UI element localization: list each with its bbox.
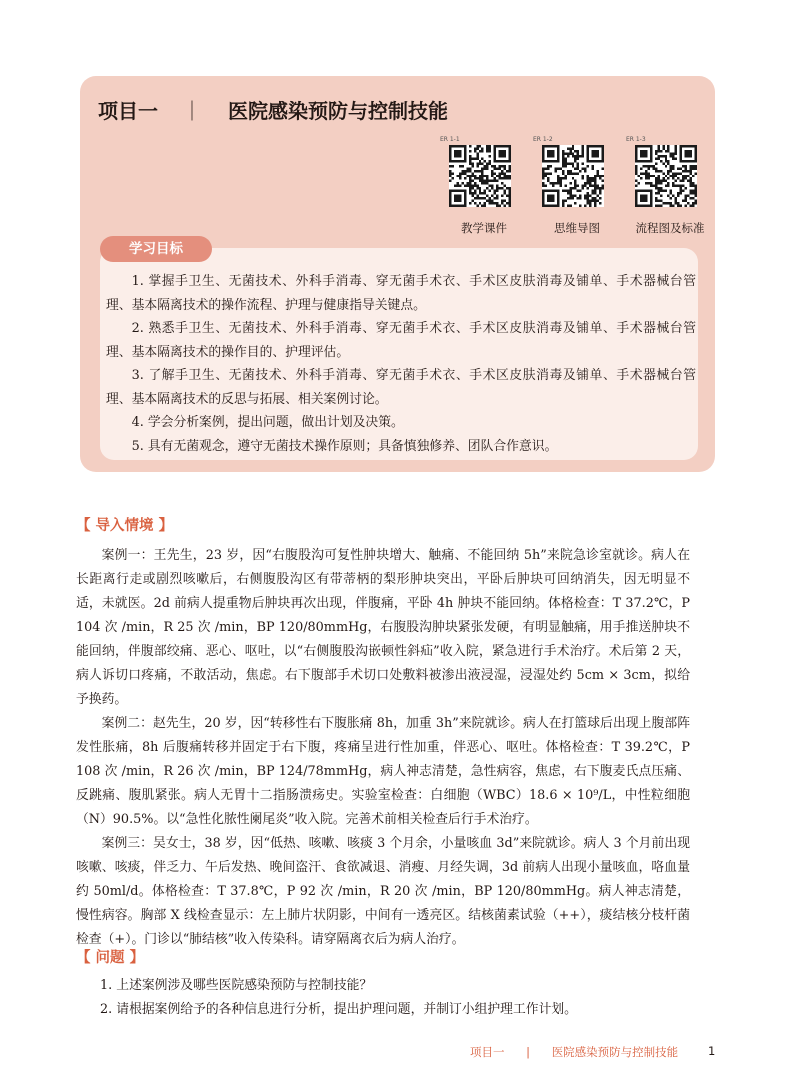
question-item: 1. 上述案例涉及哪些医院感染预防与控制技能？: [100, 978, 373, 993]
questions-heading: 【 问题 】: [76, 950, 145, 966]
chapter-title: [98, 95, 448, 124]
qr-label: 教学课件: [461, 221, 507, 235]
case-paragraph: 案例三：吴女士，38 岁，因“低热、咳嗽、咳痰 3 个月余，小量咳血 3d”来院就诊。病人 3 个月前出现咳嗽、咳痰，伴乏力、午后发热、晚间盗汗、食欲减退、消瘦、月经失调，3d 前病人出现小量咳血，咯血量约 50ml/d。体格检查：T 37.8℃，P 92 次 /min，R 20 次 /min，BP 120/80mmHg。病人神志清楚，慢性病容。胸部 X 线检查显示：左上肺片状阴影，中间有一透亮区。结核菌素试验（++），痰结核分枝杆菌检查（+）。门诊以“肺结核”收入传染科。请穿隔离衣后为病人治疗。: [76, 836, 690, 947]
footer-title: 医院感染预防与控制技能: [551, 1045, 679, 1059]
goal-item: 3. 了解手卫生、无菌技术、外科手消毒、穿无菌手术衣、手术区皮肤消毒及铺单、手术器械台管理、基本隔离技术的反思与拓展、相关案例讨论。: [106, 368, 696, 407]
footer-separator: |: [526, 1045, 531, 1059]
qr-label: 思维导图: [554, 221, 600, 235]
qr-tag: ER 1-3: [626, 136, 646, 143]
qr-tag: ER 1-1: [440, 136, 460, 143]
learning-goals-list: [106, 270, 696, 458]
question-list: [100, 974, 700, 1022]
page-number: 1: [708, 1044, 716, 1058]
footer-running-title: [470, 1044, 678, 1060]
case-list: [76, 544, 690, 952]
intro-heading: 【 导入情境 】: [76, 518, 174, 534]
qr-tag: ER 1-2: [533, 136, 553, 143]
goal-item: 2. 熟悉手卫生、无菌技术、外科手消毒、穿无菌手术衣、手术区皮肤消毒及铺单、手术器械台管理、基本隔离技术的操作目的、护理评估。: [106, 321, 696, 360]
qr-code-icon[interactable]: [635, 145, 697, 207]
goal-item: 4. 学会分析案例，提出问题，做出计划及决策。: [131, 415, 404, 430]
qr-code-icon[interactable]: [449, 145, 511, 207]
qr-code-icon[interactable]: [542, 145, 604, 207]
qr-label: 流程图及标准: [635, 221, 705, 235]
learning-goals-heading: 学习目标: [100, 236, 212, 262]
case-paragraph: 案例一：王先生，23 岁，因“右腹股沟可复性肿块增大、触痛、不能回纳 5h”来院急诊室就诊。病人在长距离行走或剧烈咳嗽后，右侧腹股沟区有带蒂柄的梨形肿块突出，平卧后肿块可回纳消失，因无明显不适，未就医。2d 前病人提重物后肿块再次出现，伴腹痛，平卧 4h 肿块不能回纳。体格检查：T 37.2℃，P 104 次 /min，R 25 次 /min，BP 120/80mmHg，右腹股沟肿块紧张发硬，有明显触痛，用手推送肿块不能回纳，伴腹部绞痛、恶心、呕吐，以“右侧腹股沟嵌顿性斜疝”收入院，紧急进行手术治疗。术后第 2 天，病人诉切口疼痛，不敢活动，焦虑。右下腹部手术切口处敷料被渗出液浸湿，浸湿处约 5cm × 3cm，拟给予换药。: [76, 548, 690, 707]
question-item: 2. 请根据案例给予的各种信息进行分析，提出护理问题，并制订小组护理工作计划。: [100, 1002, 577, 1017]
goal-item: 5. 具有无菌观念，遵守无菌技术操作原则；具备慎独修养、团队合作意识。: [131, 438, 558, 454]
project-label: 项目一: [98, 99, 158, 123]
goal-item: 1. 掌握手卫生、无菌技术、外科手消毒、穿无菌手术衣、手术区皮肤消毒及铺单、手术器械台管理、基本隔离技术的操作流程、护理与健康指导关键点。: [106, 274, 696, 313]
project-title-text: 医院感染预防与控制技能: [228, 99, 448, 123]
title-separator: ｜: [182, 99, 202, 123]
case-paragraph: 案例二：赵先生，20 岁，因“转移性右下腹胀痛 8h，加重 3h”来院就诊。病人在打篮球后出现上腹部阵发性胀痛，8h 后腹痛转移并固定于右下腹，疼痛呈进行性加重，伴恶心、呕吐。体格检查：T 39.2℃，P 108 次 /min，R 26 次 /min，BP 124/78mmHg，病人神志清楚，急性病容，焦虑，右下腹麦氏点压痛、反跳痛、腹肌紧张。病人无胃十二指肠溃疡史。实验室检查：白细胞（WBC）18.6 × 10⁹/L，中性粒细胞（N）90.5%。以“急性化脓性阑尾炎”收入院。完善术前相关检查后行手术治疗。: [76, 716, 690, 827]
footer-project: 项目一: [470, 1045, 505, 1059]
